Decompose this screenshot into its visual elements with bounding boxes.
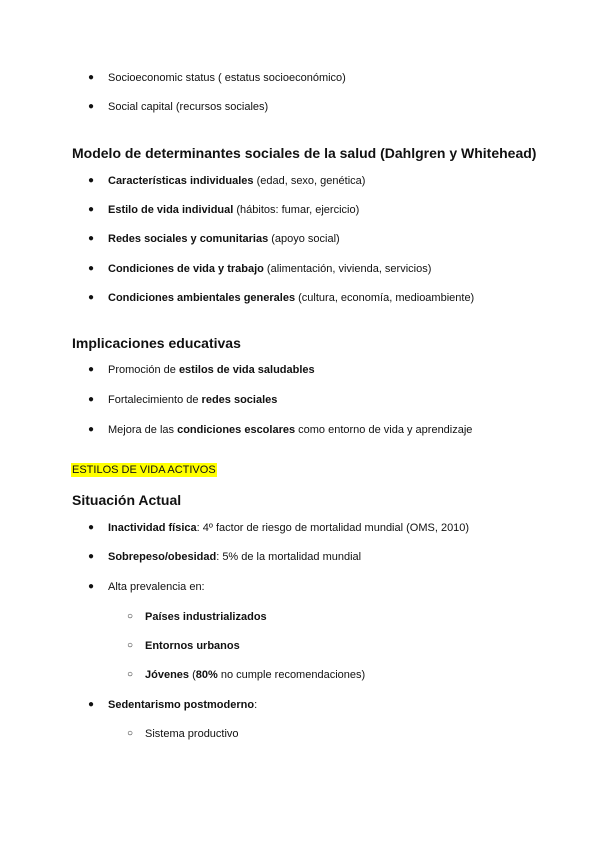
section-heading: Situación Actual [72,492,182,508]
bullet-disc: ● [88,263,95,274]
section-heading: Modelo de determinantes sociales de la salud (Dahlgren y Whitehead) [72,145,537,161]
list-item: Entornos urbanos [145,640,240,652]
list-item: Inactividad física: 4º factor de riesgo de mortalidad mundial (OMS, 2010) [108,522,470,534]
bullet-circle: ○ [127,728,134,739]
list-item: Condiciones de vida y trabajo (alimentación, vivienda, servicios) [108,263,432,275]
list-item: Mejora de las condiciones escolares como entorno de vida y aprendizaje [108,424,473,436]
bullet-disc: ● [88,394,95,405]
list-item: Alta prevalencia en: [108,581,205,593]
bullet-circle: ○ [127,669,134,680]
list-item: Socioeconomic status ( estatus socioeconómico) [108,72,346,84]
bullet-circle: ○ [127,640,134,651]
bullet-disc: ● [88,175,95,186]
bullet-disc: ● [88,204,95,215]
bullet-disc: ● [88,364,95,375]
bullet-disc: ● [88,72,95,83]
list-item: Promoción de estilos de vida saludables [108,364,315,376]
bullet-disc: ● [88,292,95,303]
list-item: Estilo de vida individual (hábitos: fumar, ejercicio) [108,204,360,216]
list-item: Redes sociales y comunitarias (apoyo social) [108,233,340,245]
list-item: Fortalecimiento de redes sociales [108,394,278,406]
bullet-disc: ● [88,551,95,562]
section-heading: Implicaciones educativas [72,335,241,351]
bullet-disc: ● [88,522,95,533]
list-item: Social capital (recursos sociales) [108,101,269,113]
list-item: Sistema productivo [145,728,239,740]
bullet-disc: ● [88,581,95,592]
list-item: Condiciones ambientales generales (cultura, economía, medioambiente) [108,292,475,304]
list-item: Características individuales (edad, sexo, genética) [108,175,366,187]
list-item: Sedentarismo postmoderno: [108,699,258,711]
bullet-disc: ● [88,699,95,710]
bullet-disc: ● [88,424,95,435]
bullet-circle: ○ [127,611,134,622]
list-item: Sobrepeso/obesidad: 5% de la mortalidad mundial [108,551,362,563]
bullet-disc: ● [88,233,95,244]
highlighted-label: ESTILOS DE VIDA ACTIVOS [72,464,216,476]
list-item: Jóvenes (80% no cumple recomendaciones) [145,669,366,681]
bullet-disc: ● [88,101,95,112]
list-item: Países industrializados [145,611,267,623]
